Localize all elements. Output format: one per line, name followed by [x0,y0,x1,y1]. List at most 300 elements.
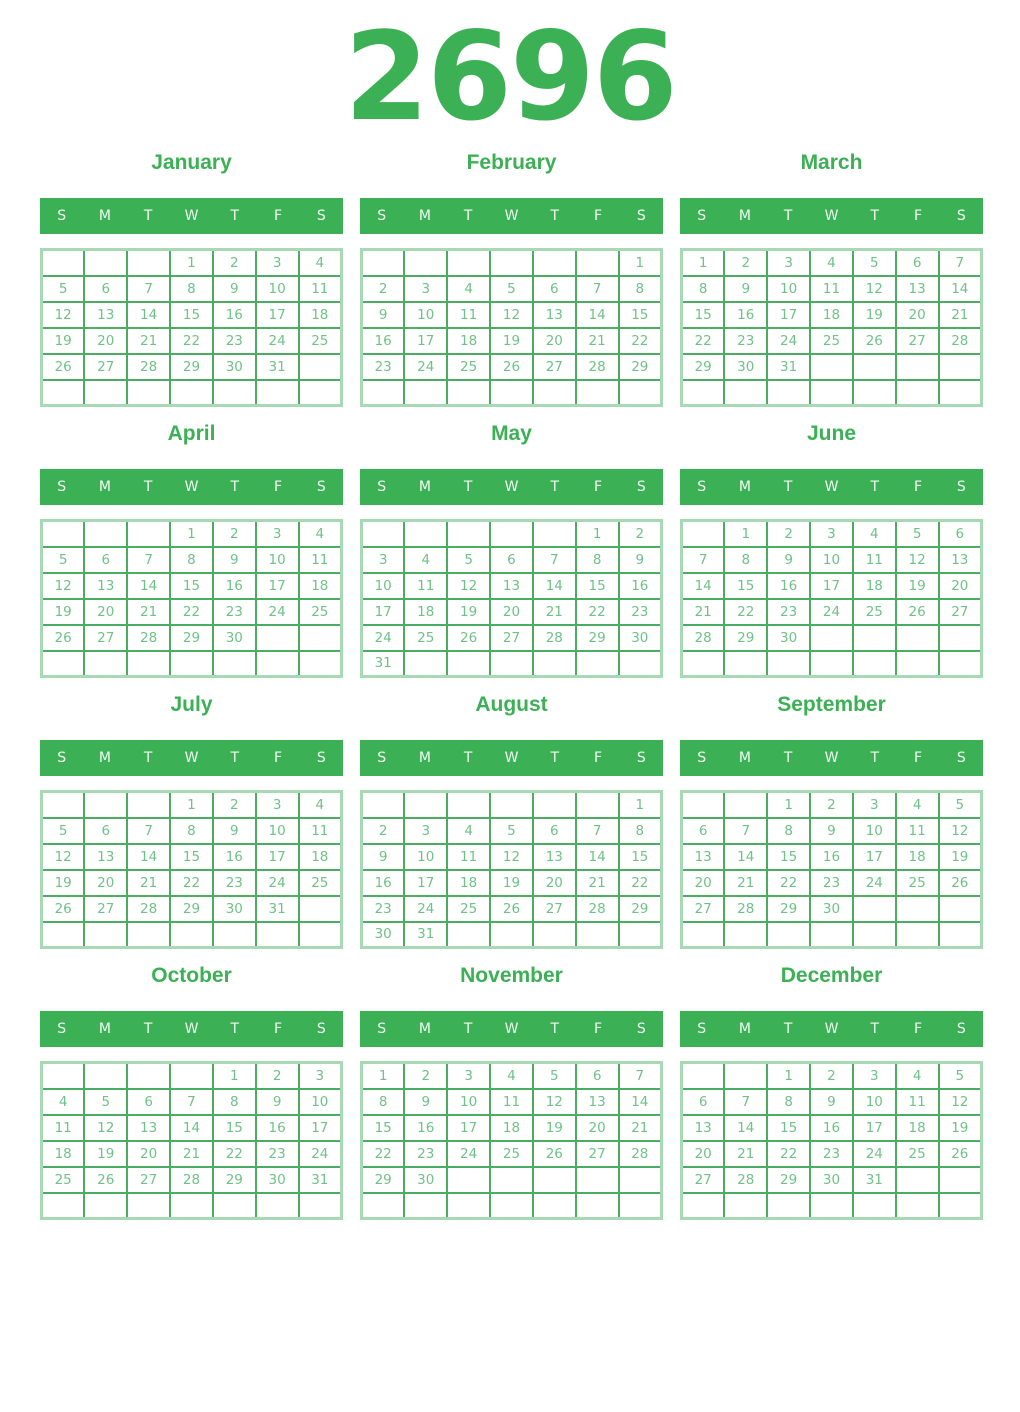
day-cell: 3 [447,1063,490,1089]
week-row [362,302,662,328]
day-cell: 15 [767,1115,810,1141]
empty-day-cell [213,922,256,948]
day-cell: 3 [362,547,405,573]
day-cell: 29 [767,896,810,922]
day-cell: 23 [213,870,256,896]
day-cell: 16 [256,1115,299,1141]
empty-day-cell [490,380,533,406]
day-cell: 2 [404,1063,447,1089]
week-row [42,818,342,844]
day-cell: 25 [42,1167,85,1193]
weekday-header: T [783,479,793,495]
day-cell: 5 [939,792,982,818]
weekday-header: S [57,208,67,224]
week-row [682,380,982,406]
week-row [682,1063,982,1089]
day-cell: 27 [533,354,576,380]
day-cell: 3 [256,792,299,818]
day-cell: 27 [84,354,127,380]
empty-day-cell [84,380,127,406]
day-cell: 3 [767,250,810,276]
day-cell: 4 [447,276,490,302]
weekday-header: S [956,208,966,224]
week-row [362,521,662,547]
day-cell: 28 [170,1167,213,1193]
weekday-header: T [870,208,880,224]
week-row [362,792,662,818]
day-cell: 7 [576,276,619,302]
day-cell: 18 [299,844,342,870]
day-cell: 20 [533,870,576,896]
empty-day-cell [896,651,939,677]
day-cell: 2 [767,521,810,547]
weekday-header: W [824,208,839,224]
day-cell: 31 [853,1167,896,1193]
empty-day-cell [724,922,767,948]
empty-day-cell [84,651,127,677]
week-row [362,651,662,677]
empty-day-cell [127,1063,170,1089]
empty-day-cell [576,250,619,276]
day-cell: 28 [127,896,170,922]
day-cell: 21 [576,870,619,896]
weekday-header: T [550,750,560,766]
day-cell: 1 [576,521,619,547]
empty-day-cell [853,1193,896,1219]
day-cell: 5 [533,1063,576,1089]
week-row [682,844,982,870]
week-row [682,922,982,948]
day-cell: 27 [127,1167,170,1193]
empty-day-cell [767,651,810,677]
day-cell: 15 [170,844,213,870]
day-cell: 22 [576,599,619,625]
day-cell: 16 [724,302,767,328]
month-title: June [806,422,856,445]
day-cell: 17 [767,302,810,328]
day-cell: 20 [682,1141,725,1167]
day-cell: 6 [576,1063,619,1089]
day-cell: 31 [362,651,405,677]
day-cell: 27 [939,599,982,625]
week-row [42,870,342,896]
day-cell: 7 [682,547,725,573]
day-cell: 9 [362,302,405,328]
weekday-header: T [783,750,793,766]
day-cell: 19 [84,1141,127,1167]
day-cell: 3 [299,1063,342,1089]
empty-day-cell [299,922,342,948]
month-days-table [680,248,983,407]
weekday-header: S [636,1021,646,1037]
empty-day-cell [84,1063,127,1089]
weekday-header: F [274,208,283,224]
day-cell: 8 [170,276,213,302]
empty-day-cell [127,250,170,276]
empty-day-cell [447,250,490,276]
day-cell: 14 [619,1089,662,1115]
weekday-header: F [274,479,283,495]
empty-day-cell [939,354,982,380]
weekday-header: M [738,208,751,224]
month-days-table [680,790,983,949]
day-cell: 28 [576,896,619,922]
day-cell: 14 [533,573,576,599]
day-cell: 2 [256,1063,299,1089]
day-cell: 8 [767,818,810,844]
day-cell: 25 [810,328,853,354]
year-title: 2696 [344,6,676,148]
day-cell: 13 [84,302,127,328]
day-cell: 26 [447,625,490,651]
day-cell: 29 [619,354,662,380]
empty-day-cell [84,521,127,547]
day-cell: 5 [490,818,533,844]
week-row [42,1193,342,1219]
month-february [360,150,663,407]
day-cell: 2 [810,1063,853,1089]
day-cell: 30 [256,1167,299,1193]
empty-day-cell [84,792,127,818]
day-cell: 3 [853,1063,896,1089]
day-cell: 24 [404,896,447,922]
day-cell: 10 [853,1089,896,1115]
weekday-header: T [550,1021,560,1037]
empty-day-cell [533,250,576,276]
empty-day-cell [724,1193,767,1219]
month-title: November [460,964,563,987]
week-row [42,302,342,328]
day-cell: 15 [682,302,725,328]
empty-day-cell [42,792,85,818]
day-cell: 14 [576,302,619,328]
day-cell: 5 [84,1089,127,1115]
empty-day-cell [170,651,213,677]
weekday-header: T [143,208,153,224]
weekday-header: W [824,1021,839,1037]
day-cell: 26 [533,1141,576,1167]
empty-day-cell [127,1193,170,1219]
weekday-header: T [463,479,473,495]
weekday-header: W [504,479,519,495]
month-september [680,692,983,949]
day-cell: 7 [576,818,619,844]
empty-day-cell [127,521,170,547]
weekday-header: S [697,750,707,766]
day-cell: 13 [896,276,939,302]
weekday-header: M [418,479,431,495]
empty-day-cell [447,792,490,818]
empty-day-cell [127,792,170,818]
day-cell: 22 [170,870,213,896]
weekday-header: S [697,479,707,495]
empty-day-cell [256,1193,299,1219]
day-cell: 8 [170,818,213,844]
day-cell: 26 [939,870,982,896]
week-row [42,625,342,651]
day-cell: 8 [362,1089,405,1115]
day-cell: 8 [724,547,767,573]
empty-day-cell [533,651,576,677]
day-cell: 25 [896,1141,939,1167]
day-cell: 8 [213,1089,256,1115]
day-cell: 1 [213,1063,256,1089]
weekday-header: S [57,1021,67,1037]
weekday-header: M [418,1021,431,1037]
day-cell: 30 [767,625,810,651]
day-cell: 2 [362,276,405,302]
month-title: December [780,964,883,987]
day-cell: 4 [853,521,896,547]
day-cell: 27 [490,625,533,651]
day-cell: 21 [170,1141,213,1167]
day-cell: 15 [170,573,213,599]
day-cell: 30 [810,1167,853,1193]
day-cell: 12 [42,844,85,870]
month-days-table [360,1061,663,1220]
weekday-header: T [783,1021,793,1037]
day-cell: 25 [896,870,939,896]
day-cell: 26 [939,1141,982,1167]
day-cell: 5 [853,250,896,276]
day-cell: 27 [576,1141,619,1167]
day-cell: 12 [490,844,533,870]
day-cell: 28 [682,625,725,651]
day-cell: 9 [362,844,405,870]
day-cell: 24 [853,1141,896,1167]
day-cell: 4 [490,1063,533,1089]
day-cell: 17 [404,328,447,354]
empty-day-cell [404,1193,447,1219]
day-cell: 24 [447,1141,490,1167]
weekday-header: T [463,1021,473,1037]
weekday-header: F [274,1021,283,1037]
day-cell: 25 [299,328,342,354]
day-cell: 13 [84,573,127,599]
empty-day-cell [299,651,342,677]
day-cell: 11 [896,1089,939,1115]
day-cell: 14 [127,844,170,870]
week-row [682,354,982,380]
day-cell: 9 [767,547,810,573]
day-cell: 10 [299,1089,342,1115]
empty-day-cell [939,922,982,948]
day-cell: 18 [299,302,342,328]
day-cell: 6 [127,1089,170,1115]
day-cell: 19 [939,1115,982,1141]
week-row [42,250,342,276]
empty-day-cell [576,1167,619,1193]
week-row [42,599,342,625]
day-cell: 23 [256,1141,299,1167]
empty-day-cell [84,922,127,948]
day-cell: 20 [490,599,533,625]
day-cell: 14 [724,1115,767,1141]
day-cell: 8 [682,276,725,302]
weekday-header: T [143,479,153,495]
weekday-header: M [98,1021,111,1037]
day-cell: 11 [447,302,490,328]
day-cell: 16 [213,302,256,328]
day-cell: 1 [767,792,810,818]
day-cell: 4 [299,250,342,276]
day-cell: 21 [127,599,170,625]
day-cell: 29 [170,354,213,380]
empty-day-cell [810,1193,853,1219]
day-cell: 25 [447,354,490,380]
week-row [362,573,662,599]
weekday-header: W [504,1021,519,1037]
month-days-table [40,790,343,949]
empty-day-cell [127,922,170,948]
empty-day-cell [896,922,939,948]
day-cell: 12 [853,276,896,302]
day-cell: 29 [170,896,213,922]
empty-day-cell [682,792,725,818]
empty-day-cell [299,625,342,651]
day-cell: 23 [213,599,256,625]
day-cell: 4 [299,792,342,818]
day-cell: 20 [84,870,127,896]
weekday-header: S [636,479,646,495]
day-cell: 15 [767,844,810,870]
weekday-header: T [143,1021,153,1037]
weekday-header: W [824,750,839,766]
empty-day-cell [170,1063,213,1089]
day-cell: 21 [682,599,725,625]
weekday-header: T [230,1021,240,1037]
empty-day-cell [299,896,342,922]
weekday-header-band [680,1011,983,1047]
day-cell: 13 [490,573,533,599]
weekday-header: T [230,750,240,766]
week-row [682,1167,982,1193]
day-cell: 17 [853,1115,896,1141]
day-cell: 8 [170,547,213,573]
day-cell: 31 [404,922,447,948]
day-cell: 5 [42,818,85,844]
day-cell: 12 [447,573,490,599]
empty-day-cell [939,1167,982,1193]
empty-day-cell [447,1167,490,1193]
day-cell: 29 [362,1167,405,1193]
day-cell: 4 [896,1063,939,1089]
empty-day-cell [42,651,85,677]
week-row [362,1089,662,1115]
week-row [362,380,662,406]
day-cell: 6 [682,1089,725,1115]
weekday-header: M [98,750,111,766]
day-cell: 18 [404,599,447,625]
day-cell: 8 [767,1089,810,1115]
week-row [42,1115,342,1141]
weekday-header: F [594,1021,603,1037]
day-cell: 22 [170,599,213,625]
week-row [42,573,342,599]
day-cell: 16 [213,573,256,599]
day-cell: 7 [127,547,170,573]
week-row [682,651,982,677]
day-cell: 15 [362,1115,405,1141]
weekday-header: T [870,479,880,495]
empty-day-cell [213,1193,256,1219]
week-row [682,599,982,625]
weekday-header: S [316,479,326,495]
weekday-header: S [697,1021,707,1037]
empty-day-cell [42,250,85,276]
day-cell: 22 [362,1141,405,1167]
day-cell: 16 [404,1115,447,1141]
week-row [362,328,662,354]
month-title: May [491,422,532,445]
day-cell: 26 [42,625,85,651]
empty-day-cell [724,651,767,677]
empty-day-cell [533,521,576,547]
empty-day-cell [490,250,533,276]
day-cell: 3 [256,250,299,276]
empty-day-cell [767,922,810,948]
empty-day-cell [896,380,939,406]
day-cell: 19 [896,573,939,599]
day-cell: 31 [256,354,299,380]
week-row [682,1115,982,1141]
weekday-header: S [956,750,966,766]
day-cell: 20 [127,1141,170,1167]
day-cell: 24 [256,870,299,896]
week-row [362,818,662,844]
day-cell: 3 [404,818,447,844]
day-cell: 20 [896,302,939,328]
weekday-header-band [360,198,663,234]
day-cell: 11 [299,276,342,302]
day-cell: 28 [127,625,170,651]
day-cell: 23 [213,328,256,354]
day-cell: 17 [256,302,299,328]
week-row [42,328,342,354]
day-cell: 1 [724,521,767,547]
empty-day-cell [853,896,896,922]
day-cell: 15 [576,573,619,599]
weekday-header: M [98,208,111,224]
weekday-header-band [680,198,983,234]
day-cell: 26 [490,896,533,922]
empty-day-cell [896,354,939,380]
weekday-header: W [504,208,519,224]
month-days-table [40,248,343,407]
empty-day-cell [84,250,127,276]
day-cell: 26 [896,599,939,625]
weekday-header: F [914,1021,923,1037]
day-cell: 6 [896,250,939,276]
day-cell: 27 [84,625,127,651]
day-cell: 15 [170,302,213,328]
day-cell: 21 [576,328,619,354]
weekday-header: T [463,750,473,766]
day-cell: 26 [42,354,85,380]
day-cell: 20 [84,599,127,625]
empty-day-cell [576,380,619,406]
empty-day-cell [170,922,213,948]
weekday-header: F [914,208,923,224]
empty-day-cell [853,354,896,380]
day-cell: 28 [724,1167,767,1193]
day-cell: 10 [810,547,853,573]
day-cell: 15 [619,844,662,870]
day-cell: 25 [853,599,896,625]
weekday-header-band [360,469,663,505]
day-cell: 11 [896,818,939,844]
empty-day-cell [42,1063,85,1089]
